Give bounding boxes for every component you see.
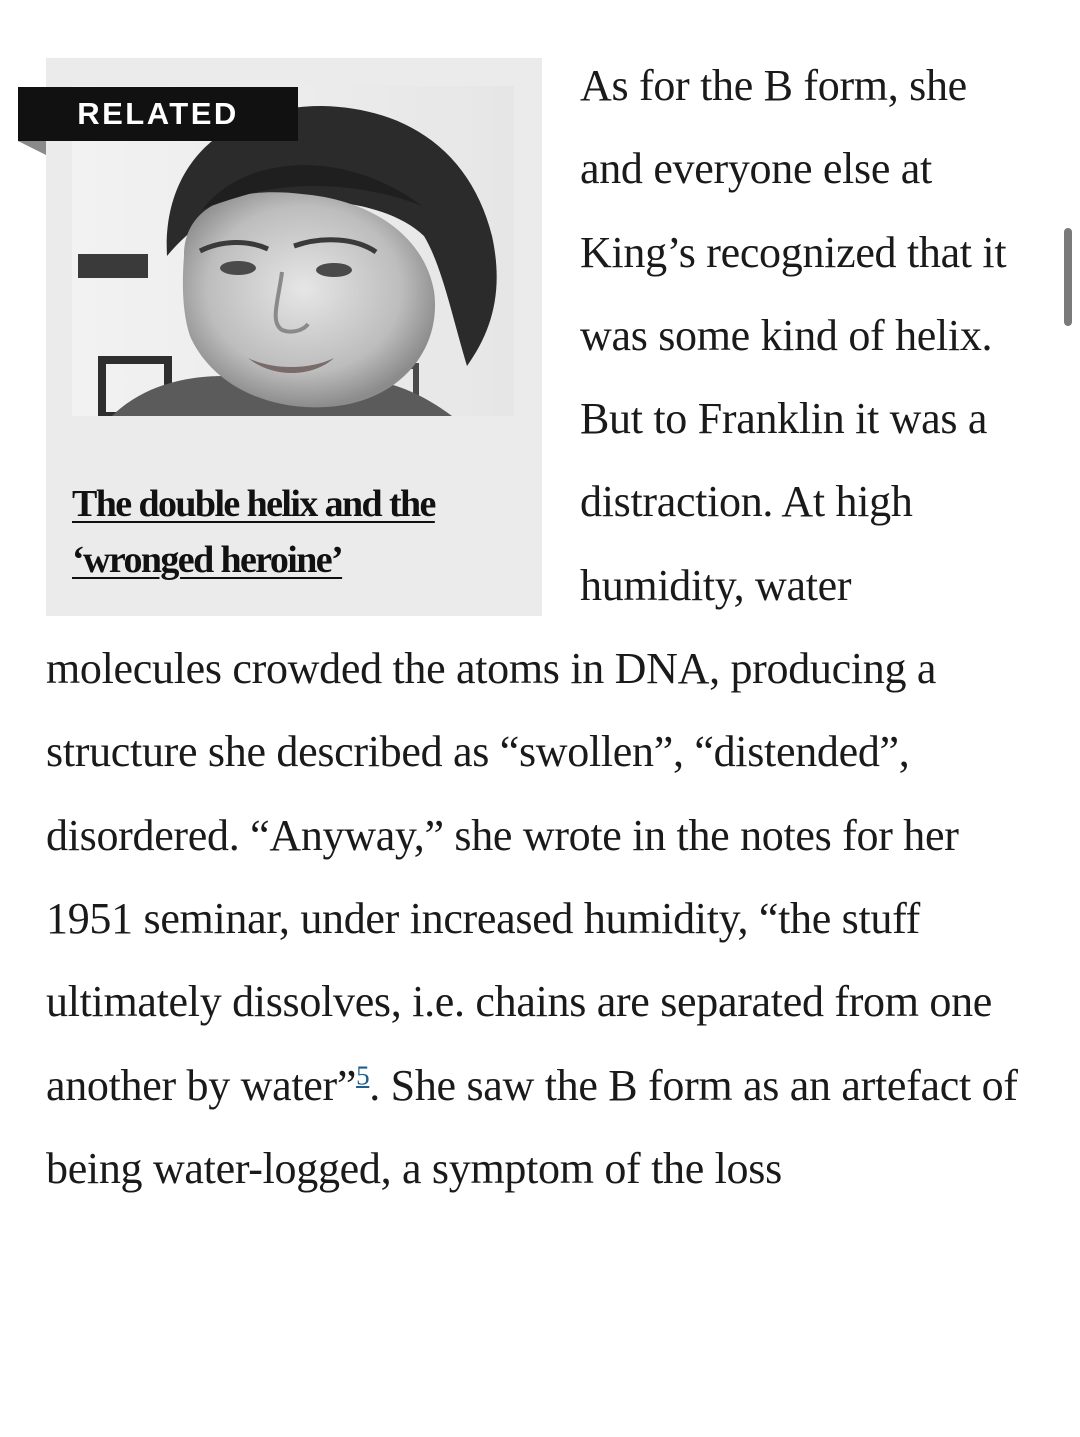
article-body [46,58,1036,1210]
paragraph-text-before-note: As for the B form, she and everyone else at King’s recognized that it was some kind of helix. But to Franklin it was a distraction. At high humidity, water molecules crowded the atoms in DNA, producing a structure she described as “swollen”, “distended”, disordered. “Anyway,” she wrote in the notes for her 1951 seminar, under increased humidity, “the stuff ultimately dissolves, i.e. chains are separated from one another by water” [46,61,1007,1110]
related-article-link[interactable]: The double helix and the ‘wronged heroine’ [72,483,435,581]
related-badge-fold [18,141,46,155]
related-badge: RELATED [18,87,298,141]
scrollbar-thumb[interactable] [1064,228,1072,326]
paragraph-text-after-note: . She saw the B form as an artefact of being water-logged, a symptom of the loss [46,1060,1018,1193]
related-card [46,58,542,616]
footnote-link[interactable]: 5 [356,1059,370,1090]
